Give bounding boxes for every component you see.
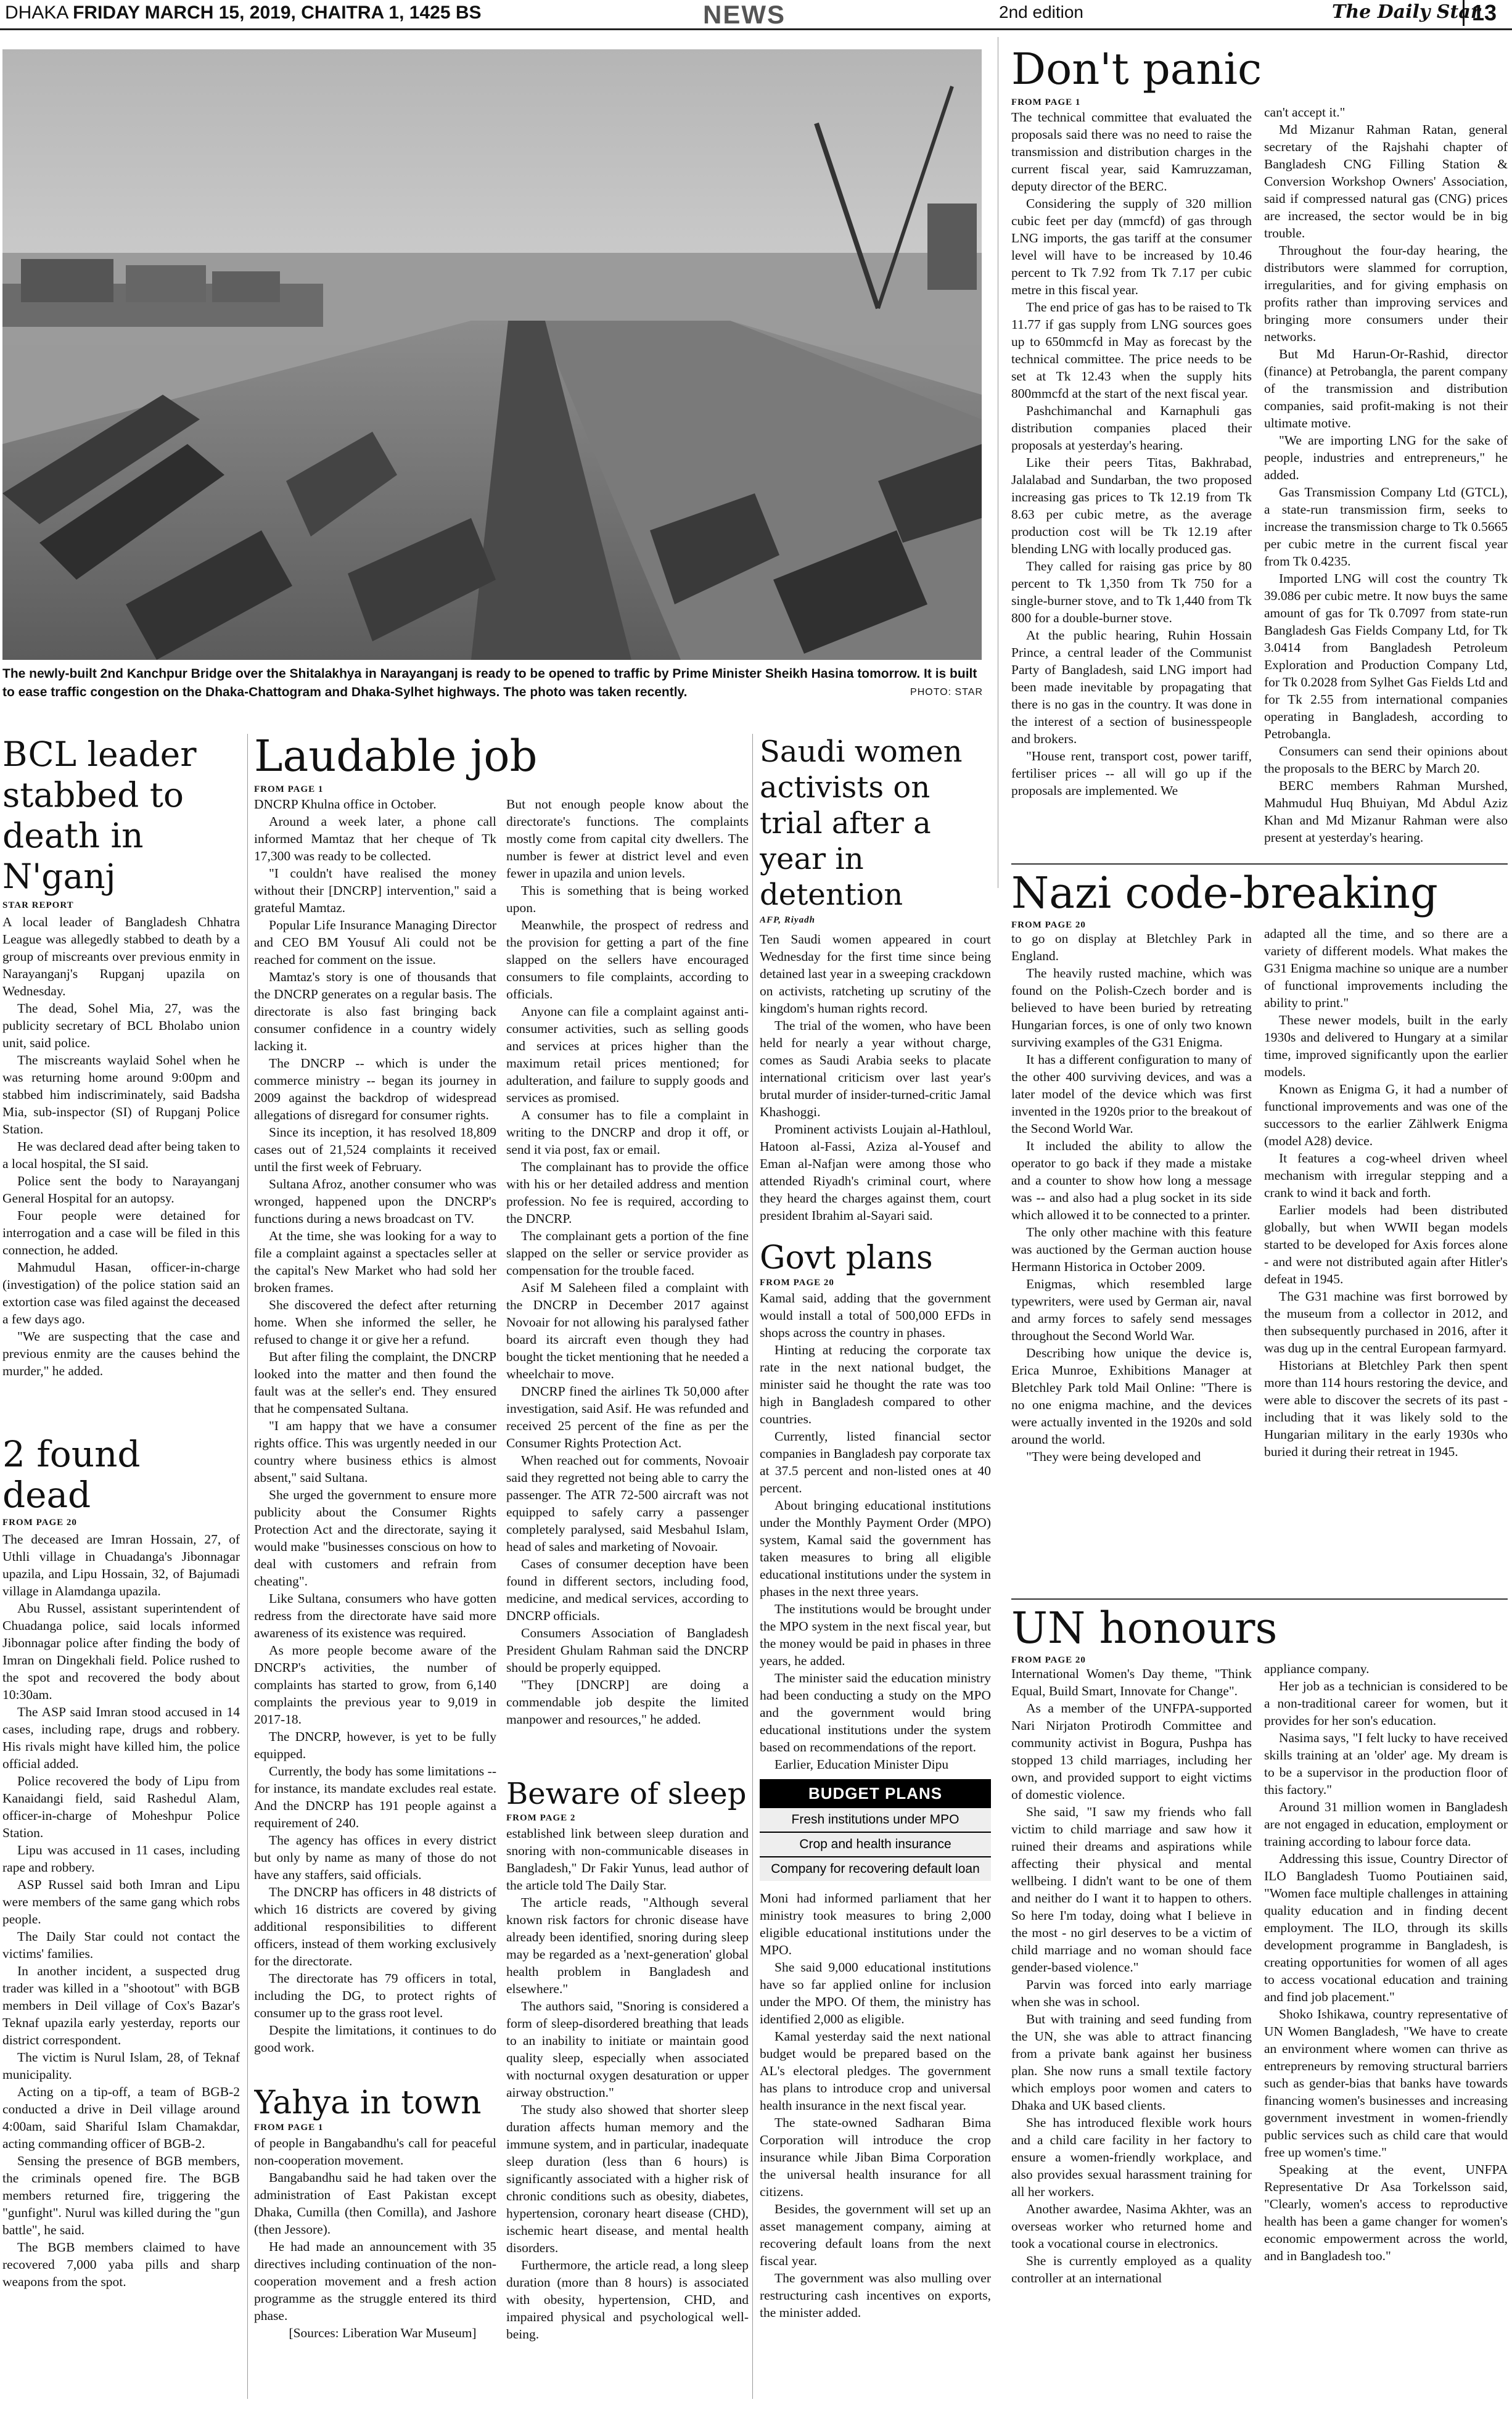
paragraph: She urged the government to ensure more publicity about the Consumer Rights Protection Act and the directorate, saying it would make "businesses conscious on how to deal with customers and refrain from cheating". <box>254 1487 496 1589</box>
paragraph: Enigmas, which resembled large typewriters, were used by German air, naval and army forces to safely send messages throughout the Second World War. <box>1011 1277 1252 1343</box>
paragraph: Currently, the body has some limitations -- for instance, its mandate excludes real estate. And the DNCRP has 191 people against a requirement of 240. <box>254 1764 496 1830</box>
paragraph: DNCRP fined the airlines Tk 50,000 after investigation, said Asif. He was refunded and received 25 percent of the fine as per the Consumer Rights Protection Act. <box>506 1384 749 1450</box>
paragraph: The ASP said Imran stood accused in 14 cases, including rape, drugs and robbery. His rivals might have killed him, the police official added. <box>2 1705 240 1771</box>
paragraph: Meanwhile, the prospect of redress and the provision for getting a part of the fine slapped on the sellers have encouraged consumers to file complaints, according to officials. <box>506 918 749 1001</box>
section-divider <box>1011 1598 1508 1600</box>
sleep-body <box>506 1825 749 2343</box>
paragraph: Moni had informed parliament that her ministry took measures to bring 2,000 eligible educational institutions under the MPO. <box>760 1891 991 1957</box>
paragraph: The state-owned Sadharan Bima Corporation will introduce the crop insurance while Jiban Bima Corporation the universal health insurance for all citizens. <box>760 2115 991 2199</box>
saudi-body <box>760 931 991 1224</box>
yahya-body <box>254 2134 496 2342</box>
paragraph: These newer models, built in the early 1930s and delivered to Hungary at a similar time, improved significantly upon the earlier models. <box>1264 1013 1508 1079</box>
sleep-headline: Beware of sleep <box>506 1777 747 1811</box>
paragraph: Describing how unique the device is, Erica Munroe, Exhibitions Manager at Bletchley Park told Mail Online: "There is no one enigma machine, and the devices were actually invented in the 1920s and sold around the world. <box>1011 1346 1252 1447</box>
paragraph: Historians at Bletchley Park then spent more than 114 hours restoring the device, and were able to discover the secrets of its past - including that it was likely sold to the Hungarian military in the early 1930s who buried it during their retreat in 1945. <box>1264 1358 1508 1459</box>
budget-plan-item: Fresh institutions under MPO <box>760 1807 991 1832</box>
paragraph: The study also showed that shorter sleep duration affects human memory and the immune system, and in particular, inadequate sleep duration (less than 6 hours) is significantly associated with a higher risk of chronic conditions such as obesity, diabetes, hypertension, coronary heart disease (CHD), ischemic heart disease, and mental health disorders. <box>506 2102 749 2255</box>
paragraph: The DNCRP -- which is under the commerce ministry -- began its journey in 2009 against the backdrop of widespread allegations of disregard for consumer rights. <box>254 1056 496 1122</box>
paragraph: Shoko Ishikawa, country representative of UN Women Bangladesh, "We have to create an environment where women can thrive as entrepreneurs by removing structural barriers such as gender-bias that banks have towards financing women's businesses and increasing government investment in women-friendly public services such as child care that would free up women's time." <box>1264 2007 1508 2160</box>
laudable-headline: Laudable job <box>254 731 538 781</box>
paragraph: Parvin was forced into early marriage when she was in school. <box>1011 1977 1252 2009</box>
paragraph: They called for raising gas price by 80 percent to Tk 1,350 from Tk 750 for a single-burner stove, and to Tk 1,440 from Tk 800 for a double-burner stove. <box>1011 559 1252 625</box>
un-column-1 <box>1011 1665 1252 2408</box>
story-saudi-women <box>760 734 991 1243</box>
paragraph: Popular Life Insurance Managing Director and CEO BM Yousuf Ali could not be reached for comment on the issue. <box>254 918 496 967</box>
budget-plan-item: Crop and health insurance <box>760 1832 991 1856</box>
paragraph: In another incident, a suspected drug trader was killed in a "shootout" with BGB members in Deil village of Cox's Bazar's Teknaf upazila early yesterday, reports our district correspondent. <box>2 1964 240 2047</box>
column-divider <box>247 734 248 2399</box>
paragraph: As a member of the UNFPA-supported Nari Nirjaton Protirodh Committee and community activist in Bogura, Pushpa has stopped 13 child marriages, including her own, and provided support to eight victims of domestic violence. <box>1011 1701 1252 1802</box>
dateline: DHAKA <box>5 2 68 23</box>
govt-source: FROM PAGE 20 <box>760 1278 834 1288</box>
paragraph: The dead, Sohel Mia, 27, was the publicity secretary of BCL Bholabo union unit, said police. <box>2 1001 240 1050</box>
panic-column-2 <box>1264 104 1508 858</box>
yahya-source: FROM PAGE 1 <box>254 2123 324 2132</box>
paragraph: Earlier, Education Minister Dipu <box>774 1757 949 1772</box>
paragraph: The miscreants waylaid Sohel when he was returning home around 9:00pm and stabbed him indiscriminately, said Badsha Mia, sub-inspector (SI) of Rupganj Police Station. <box>2 1053 240 1137</box>
paragraph: She discovered the defect after returning home. When she informed the seller, he refused to change it or give her a refund. <box>254 1298 496 1347</box>
paragraph: adapted all the time, and so there are a variety of different models. What makes the G31 Enigma machine so unique are a number of functional improvements including the ability to print." <box>1264 926 1508 1010</box>
edition-label: 2nd edition <box>999 2 1084 22</box>
paragraph: She is currently employed as a quality controller at an international <box>1011 2253 1252 2285</box>
nazi-column-2 <box>1264 925 1508 1593</box>
paragraph: Bangabandhu said he had taken over the administration of East Pakistan except Dhaka, Cumilla (then Comilla), and Jashore (then Jessore). <box>254 2170 496 2237</box>
section-name: NEWS <box>703 0 786 29</box>
caption-text: The newly-built 2nd Kanchpur Bridge over the Shitalakhya in Narayanganj is ready to be opened to traffic by Prime Minister Sheikh Hasina tomorrow. It is built to ease traffic congestion on the Dhaka-Chattogram and Dhaka-Sylhet highways. The photo was taken recently. <box>2 667 977 699</box>
paragraph: DNCRP Khulna office in October. <box>254 797 437 812</box>
paragraph: Another awardee, Nasima Akhter, was an overseas worker who returned home and took a vocational course in electronics. <box>1011 2202 1252 2251</box>
bridge-photo <box>2 49 982 660</box>
paragraph: "They were being developed and <box>1026 1449 1201 1464</box>
paragraph: The victim is Nurul Islam, 28, of Teknaf municipality. <box>2 2050 240 2082</box>
bcl-body <box>2 913 240 1380</box>
paragraph: of people in Bangabandhu's call for peaceful non-cooperation movement. <box>254 2136 496 2168</box>
paragraph: "I couldn't have realised the money without their [DNCRP] intervention," said a grateful Mamtaz. <box>254 866 496 915</box>
budget-plans-title: BUDGET PLANS <box>808 1784 943 1803</box>
paragraph: Police sent the body to Narayanganj General Hospital for an autopsy. <box>2 1174 240 1206</box>
paragraph: Throughout the four-day hearing, the distributors were slammed for corruption, irregularities, and for giving emphasis on profits rather than improving services and bringing more consumers under their networks. <box>1264 243 1508 344</box>
found-dead-body <box>2 1531 240 2290</box>
paragraph: The DNCRP has officers in 48 districts of which 16 districts are covered by giving additional responsibilities to different officers, instead of them working exclusively for the directorate. <box>254 1885 496 1968</box>
paragraph: The BGB members claimed to have recovered 7,000 yaba pills and sharp weapons from the spot. <box>2 2240 240 2289</box>
paragraph: The agency has offices in every district but only by name as many of those do not have any staffers, said officials. <box>254 1833 496 1882</box>
paragraph: appliance company. <box>1264 1661 1370 1676</box>
paragraph: Consumers can send their opinions about the proposals to the BERC by March 20. <box>1264 744 1508 776</box>
paragraph: Besides, the government will set up an asset management company, aiming at recovering default loans from the next fiscal year. <box>760 2202 991 2268</box>
paragraph: Nasima says, "I felt lucky to have received skills training at an 'older' age. My dream is to be a supervisor in the production floor of this factory." <box>1264 1730 1508 1797</box>
paragraph: It included the ability to allow the operator to go back if they made a mistake and a counter to show how long a message was -- and also had a plug socket in its side which allowed it to be connected to a printer. <box>1011 1138 1252 1222</box>
paragraph: The DNCRP, however, is yet to be fully equipped. <box>254 1729 496 1761</box>
paragraph: "House rent, transport cost, power tariff, fertiliser prices -- all will go up if the proposals are implemented. We <box>1011 749 1252 798</box>
paragraph: Like their peers Titas, Bakhrabad, Jalalabad and Sundarban, the two proposed increasing gas prices to Tk 12.19 from Tk 8.63 per cubic metre, as the average production cost will be Tk 12.19 after blending LNG with locally produced gas. <box>1011 455 1252 556</box>
bridge-photo-image <box>2 49 982 660</box>
bcl-headline: BCL leader stabbed to death in N'ganj <box>2 734 197 896</box>
masthead <box>0 0 1512 30</box>
paragraph: But after filing the complaint, the DNCRP looked into the matter and then found the fault was at the seller's end. They ensured that he compensated Sultana. <box>254 1349 496 1416</box>
paragraph: to go on display at Bletchley Park in England. <box>1011 931 1252 963</box>
paragraph: Since its inception, it has resolved 18,809 cases out of 21,524 complaints it received until the first week of February. <box>254 1125 496 1174</box>
paragraph: International Women's Day theme, "Think Equal, Build Smart, Innovate for Change". <box>1011 1666 1252 1698</box>
found-dead-source: FROM PAGE 20 <box>2 1518 77 1528</box>
story-govt-plans <box>760 1240 991 2408</box>
paragraph: Her job as a technician is considered to be a non-traditional career for women, but it provides for her son's education. <box>1264 1679 1508 1728</box>
govt-headline: Govt plans <box>760 1240 933 1277</box>
saudi-headline: Saudi women activists on trial after a year in detention <box>760 734 963 912</box>
paragraph: She said, "I saw my friends who fall victim to child marriage and saw how it ruined their dreams and aspirations while affecting their physical and mental wellbeing. I didn't want to be one of them and neither do I want it to happen to others. So here I'm today, doing what I believe in the most - no girl deserves to be a victim of child marriage and no woman should face gender-based violence." <box>1011 1804 1252 1975</box>
paragraph: At the time, she was looking for a way to file a complaint against a spectacles seller at the capital's New Market who had sold her broken frames. <box>254 1228 496 1295</box>
photo-caption <box>2 665 983 702</box>
paragraph: He had made an announcement with 35 directives including continuation of the non-cooperation movement and a fresh action programme as the struggle entered its third phase. <box>254 2239 496 2323</box>
paragraph: The G31 machine was first borrowed by the museum from a collector in 2012, and then subsequently purchased in 2016, after it was dug up in the central European farmyard. <box>1264 1289 1508 1355</box>
nazi-column-1 <box>1011 930 1252 1593</box>
govt-body-continued <box>760 1890 991 2321</box>
paragraph: Around 31 million women in Bangladesh are not engaged in education, employment or training according to labour force data. <box>1264 1799 1508 1849</box>
paragraph: can't accept it." <box>1264 105 1346 120</box>
nazi-headline: Nazi code-breaking <box>1011 868 1438 918</box>
paragraph: The complainant has to provide the office with his or her detailed address and mention profession. No fee is required, according to the DNCRP. <box>506 1159 749 1226</box>
paragraph: A local leader of Bangladesh Chhatra League was allegedly stabbed to death by a group of miscreants over previous enmity in Narayanganj's Rupganj upazila on Wednesday. <box>2 915 240 998</box>
paragraph: Kamal said, adding that the government would install a total of 500,000 EFDs in shops across the country in phases. <box>760 1291 991 1340</box>
paragraph: She has introduced flexible work hours and a child care facility in her factory to ensure a women-friendly workplace, and also provides sexual harassment training for all her workers. <box>1011 2115 1252 2199</box>
story-bcl-leader <box>2 734 240 1428</box>
paragraph: At the public hearing, Ruhin Hossain Prince, a central leader of the Communist Party of Bangladesh, said LNG import had been made inevitable by propagating that there is no gas in the country. It was done in the interest of a section of businesspeople and brokers. <box>1011 628 1252 746</box>
paragraph: The directorate has 79 officers in total, including the DG, to protect rights of consumer up to the grass root level. <box>254 1971 496 2020</box>
paragraph: "I am happy that we have a consumer rights office. This was urgently needed in our country where business ethics is almost absent," said Sultana. <box>254 1418 496 1485</box>
un-headline: UN honours <box>1011 1603 1278 1653</box>
laudable-column-1 <box>254 796 496 2078</box>
paragraph: Imported LNG will cost the country Tk 39.086 per cubic metre. It now buys the same amount of gas for Tk 0.7097 from state-run Bangladesh Gas Fields Company Ltd, for Tk 3.0414 from Bangladesh Petroleum Exploration and Production Company Ltd, for Tk 0.2028 from Sylhet Gas Fields Ltd and for Tk 2.55 from international companies operating in Bangladesh, according to Petrobangla. <box>1264 571 1508 741</box>
paragraph: Consumers Association of Bangladesh President Ghulam Rahman said the DNCRP should be properly equipped. <box>506 1626 749 1675</box>
paragraph: The technical committee that evaluated the proposals said there was no need to raise the transmission and distribution charges in the current fiscal year, said Kamruzzaman, deputy director of the BERC. <box>1011 110 1252 194</box>
paragraph: But Md Harun-Or-Rashid, director (finance) at Petrobangla, the parent company of the transmission and distribution companies, said profit-making is not their ultimate motive. <box>1264 347 1508 430</box>
budget-plans-box <box>760 1779 991 1881</box>
paragraph: The government was also mulling over restructuring cash incentives on exports, the minister added. <box>760 2271 991 2320</box>
nazi-source: FROM PAGE 20 <box>1011 920 1086 930</box>
un-column-2 <box>1264 1660 1508 2408</box>
paragraph: "They [DNCRP] are doing a commendable job despite the limited manpower and resources," he added. <box>506 1677 749 1727</box>
paragraph: Hinting at reducing the corporate tax rate in the next national budget, the minister said he thought the rate was too high in Bangladesh compared to other countries. <box>760 1343 991 1426</box>
yahya-headline: Yahya in town <box>254 2084 482 2121</box>
laudable-source: FROM PAGE 1 <box>254 784 324 794</box>
photo-credit: PHOTO: STAR <box>910 687 983 697</box>
paragraph: Mamtaz's story is one of thousands that the DNCRP generates on a regular basis. The directorate is also fast bringing back consumer confidence in a country widely lacking it. <box>254 969 496 1053</box>
paragraph: established link between sleep duration and snoring with non-communicable diseases in Bangladesh," Dr Fakir Yunus, lead author of the article told The Daily Star. <box>506 1826 749 1893</box>
paragraph: The complainant gets a portion of the fine slapped on the seller or service provider as compensation for the trouble faced. <box>506 1228 749 1278</box>
paragraph: BERC members Rahman Murshed, Mahmudul Huq Bhuiyan, Md Abdul Aziz Khan and Md Mizanur Rahman were also present at yesterday's hearing. <box>1264 778 1508 845</box>
paragraph: Pashchimanchal and Karnaphuli gas distribution companies placed their proposals at yesterday's hearing. <box>1011 403 1252 453</box>
paragraph: He was declared dead after being taken to a local hospital, the SI said. <box>2 1139 240 1171</box>
paragraph: But not enough people know about the directorate's functions. The complaints mostly come from capital city dwellers. The number is fewer at district level and even fewer in upazila and union levels. <box>506 797 749 881</box>
paragraph: Mahmudul Hasan, officer-in-charge (investigation) of the police station said an extortion case was filed against the deceased a few days ago. <box>2 1260 240 1326</box>
found-dead-headline: 2 found dead <box>2 1434 141 1516</box>
paragraph: Gas Transmission Company Ltd (GTCL), a state-run transmission firm, seeks to increase the transmission charge to Tk 0.5665 per cubic metre in the current fiscal year from Tk 0.4235. <box>1264 485 1508 569</box>
un-source: FROM PAGE 20 <box>1011 1655 1086 1665</box>
paragraph: It has a different configuration to many of the other 400 surviving devices, and was a later model of the device which was first invented in the 1920s prior to the breakout of the Second World War. <box>1011 1052 1252 1136</box>
masthead-rule <box>0 28 1512 30</box>
paragraph: Earlier models had been distributed globally, but when WWII began models started to be developed for Axis forces alone - and were not distributed again after Hitler's defeat in 1945. <box>1264 1203 1508 1286</box>
paragraph: She said 9,000 educational institutions have so far applied online for inclusion under the MPO. Of them, the ministry has identified 2,000 as eligible. <box>760 1960 991 2026</box>
paragraph: Asif M Saleheen filed a complaint with the DNCRP in December 2017 against Novoair for not allowing his paralysed father board its aircraft even though they had bought the ticket mentioning that he needed a wheelchair to move. <box>506 1280 749 1381</box>
panic-column-1 <box>1011 109 1252 858</box>
paragraph: Known as Enigma G, it had a number of functional improvements and was one of the successors to the earlier Zählwerk Enigma (model A28) device. <box>1264 1082 1508 1148</box>
paragraph: Currently, listed financial sector companies in Bangladesh pay corporate tax at 37.5 percent and non-listed ones at 40 percent. <box>760 1429 991 1495</box>
paragraph: The heavily rusted machine, which was found on the Polish-Czech border and is believed to have been buried by retreating Hungarian forces, is one of only two known surviving examples of the G31 Enigma. <box>1011 966 1252 1050</box>
paragraph: Ten Saudi women appeared in court Wednesday for the first time since being detained last year in a sweeping crackdown on activists, ratcheting up scrutiny of the kingdom's human rights record. <box>760 932 991 1016</box>
paragraph: "We are suspecting that the case and previous enmity are the causes behind the murder," he added. <box>2 1329 240 1378</box>
paper-logo: The Daily Star <box>1332 1 1481 23</box>
paragraph: The authors said, "Snoring is considered a form of sleep-disordered breathing that leads to an inability to initiate or maintain good quality sleep, especially when associated with nocturnal oxygen desaturation or upper airway obstruction." <box>506 1999 749 2100</box>
bcl-byline: STAR REPORT <box>2 900 74 910</box>
paragraph: Acting on a tip-off, a team of BGB-2 conducted a drive in Deil village around 4:00am, said Shariful Islam Chamakdar, acting commanding officer of BGB-2. <box>2 2084 240 2151</box>
story-yahya-in-town <box>254 2084 496 2408</box>
paragraph: The article reads, "Although several known risk factors for chronic disease have already been identified, snoring during sleep may be regarded as a 'next-generation' global health problem in Bangladesh and elsewhere." <box>506 1895 749 1996</box>
paragraph: A consumer has to file a complaint in writing to the DNCRP and drop it off, or send it via post, fax or email. <box>506 1108 749 1157</box>
paragraph: The only other machine with this feature was auctioned by the German auction house Hermann Historica in October 2009. <box>1011 1225 1252 1274</box>
paragraph: When reached out for comments, Novoair said they regretted not being able to carry the passenger. The ATR 72-500 aircraft was not equipped to safely carry a passenger completely paralysed, said Mesbahul Islam, head of sales and marketing of Novoair. <box>506 1453 749 1554</box>
paragraph: Sultana Afroz, another consumer who was wronged, happened upon the DNCRP's functions during a news broadcast on TV. <box>254 1177 496 1226</box>
saudi-source: AFP, Riyadh <box>760 915 815 925</box>
panic-headline: Don't panic <box>1011 44 1262 94</box>
paragraph: The trial of the women, who have been held for nearly a year without charge, comes as Saudi Arabia seeks to placate international criticism over last year's brutal murder of insider-turned-critic Jamal Khashoggi. <box>760 1018 991 1119</box>
paragraph: It features a cog-wheel driven wheel mechanism with irregular stepping and a crank to wind it back and forth. <box>1264 1151 1508 1200</box>
budget-plan-item: Company for recovering default loan <box>760 1856 991 1881</box>
paragraph: Around a week later, a phone call informed Mamtaz that her cheque of Tk 17,300 was ready to be collected. <box>254 814 496 863</box>
paragraph: Md Mizanur Rahman Ratan, general secretary of the Rajshahi chapter of Bangladesh CNG Filling Station & Conversion Workshop Owners' Association, said if compressed natural gas (CNG) prices are increased, the sector would be in big trouble. <box>1264 122 1508 241</box>
paragraph: Speaking at the event, UNFPA Representative Dr Asa Torkelsson said, "Clearly, women's access to reproductive health has been a game changer for women's economic empowerment across the world, and in Bangladesh too." <box>1264 2162 1508 2263</box>
paragraph: Kamal yesterday said the next national budget would be prepared based on the AL's electoral pledges. The government has plans to introduce crop and universal health insurance in the next fiscal year. <box>760 2029 991 2113</box>
paragraph: This is something that is being worked upon. <box>506 883 749 915</box>
paragraph: Cases of consumer deception have been found in different sectors, including food, medicine, and medical services, according to DNCRP officials. <box>506 1557 749 1623</box>
paragraph: Like Sultana, consumers who have gotten redress from the directorate have said more awareness of its existence was required. <box>254 1591 496 1640</box>
paragraph: The Daily Star could not contact the victims' families. <box>2 1929 240 1961</box>
story-two-found-dead <box>2 1434 240 2408</box>
paragraph: ASP Russel said both Imran and Lipu were members of the same gang which robs people. <box>2 1877 240 1927</box>
govt-body <box>760 1289 991 1773</box>
page-number: 13 <box>1463 0 1497 26</box>
paragraph: About bringing educational institutions under the Monthly Payment Order (MPO) system, Kamal said the government has taken measures to bring all eligible educational institutions under the system in phases in the next three years. <box>760 1498 991 1599</box>
paragraph: Furthermore, the article read, a long sleep duration (more than 8 hours) is associated with obesity, hypertension, CHD, and impaired physical and psychological well-being. <box>506 2258 749 2342</box>
paragraph: Considering the supply of 320 million cubic feet per day (mmcfd) of gas through LNG imports, the gas tariff at the consumer level will have to be increased by 10.46 percent to Tk 7.92 from Tk 7.17 per cubic metre in this fiscal year. <box>1011 196 1252 297</box>
paragraph: Anyone can file a complaint against anti-consumer activities, such as selling goods and services at prices higher than the maximum retail prices mentioned; for adulteration, and failure to supply goods and services as promised. <box>506 1004 749 1105</box>
paragraph: As more people become aware of the DNCRP's activities, the number of complaints has started to grow, from 6,140 complaints the previous year to 9,019 in 2017-18. <box>254 1643 496 1727</box>
panic-source: FROM PAGE 1 <box>1011 97 1081 107</box>
paragraph: The minister said the education ministry had been conducting a study on the MPO and the government would bring educational institutions under the system based on recommendations of the report. <box>760 1671 991 1754</box>
paragraph: Addressing this issue, Country Director of ILO Bangladesh Tuomo Poutiainen said, "Women face multiple challenges in attaining quality education and in finding decent employment. The ILO, through its skills development programme in Bangladesh, is creating opportunities for women of all ages to access vocational education and training and find job placement." <box>1264 1851 1508 2004</box>
paragraph: [Sources: Liberation War Museum] <box>289 2326 477 2340</box>
story-beware-of-sleep <box>506 1776 749 2408</box>
column-divider <box>752 734 753 2399</box>
paragraph: The deceased are Imran Hossain, 27, of Uthli village in Chuadanga's Jibonnagar upazila, and Lipu Hossain, 32, of Bajumadi village in Alamdanga upazila. <box>2 1532 240 1598</box>
paragraph: The end price of gas has to be raised to Tk 11.77 if gas supply from LNG sources goes up to 650mmcfd in May as forecast by the technical committee. The price needs to be set at Tk 12.43 when the supply hits 800mmcfd at the start of the next fiscal year. <box>1011 300 1252 401</box>
paragraph: Police recovered the body of Lipu from Kanaidangi field, said Rashedul Alam, officer-in-charge of Moheshpur Police Station. <box>2 1774 240 1840</box>
section-divider <box>1011 863 1508 865</box>
paragraph: The institutions would be brought under the MPO system in the next fiscal year, but the money would be paid in phases in three years, he added. <box>760 1602 991 1668</box>
paragraph: But with training and seed funding from the UN, she was able to attract financing from a private bank against her business plan. She now runs a small textile factory which employs poor women and caters to Dhaka and UK based clients. <box>1011 2012 1252 2113</box>
paragraph: Sensing the presence of BGB members, the criminals opened fire. The BGB members returned fire, triggering the "gunfight". Nurul was killed during the "gun battle", he said. <box>2 2153 240 2237</box>
laudable-column-2 <box>506 796 749 1776</box>
issue-date: FRIDAY MARCH 15, 2019, CHAITRA 1, 1425 BS <box>73 2 482 23</box>
paragraph: Lipu was accused in 11 cases, including rape and robbery. <box>2 1843 240 1875</box>
paragraph: Four people were detained for interrogation and a case will be filed in this connection, he added. <box>2 1208 240 1257</box>
paragraph: Prominent activists Loujain al-Hathloul, Hatoon al-Fassi, Aziza al-Yousef and Eman al-Nafjan were among those who attended Riyadh's criminal court, where they heard the charges against them, court president Ibrahim al-Sayari said. <box>760 1122 991 1223</box>
paragraph: Despite the limitations, it continues to do good work. <box>254 2023 496 2055</box>
paragraph: "We are importing LNG for the sake of people, industries and entrepreneurs," he added. <box>1264 433 1508 482</box>
sleep-source: FROM PAGE 2 <box>506 1813 576 1823</box>
paragraph: Abu Russel, assistant superintendent of Chuadanga police, said locals informed Jibonnagar police after finding the body of Imran on Dingekhali field. Police rushed to the spot and recovered the body about 10:30am. <box>2 1601 240 1702</box>
